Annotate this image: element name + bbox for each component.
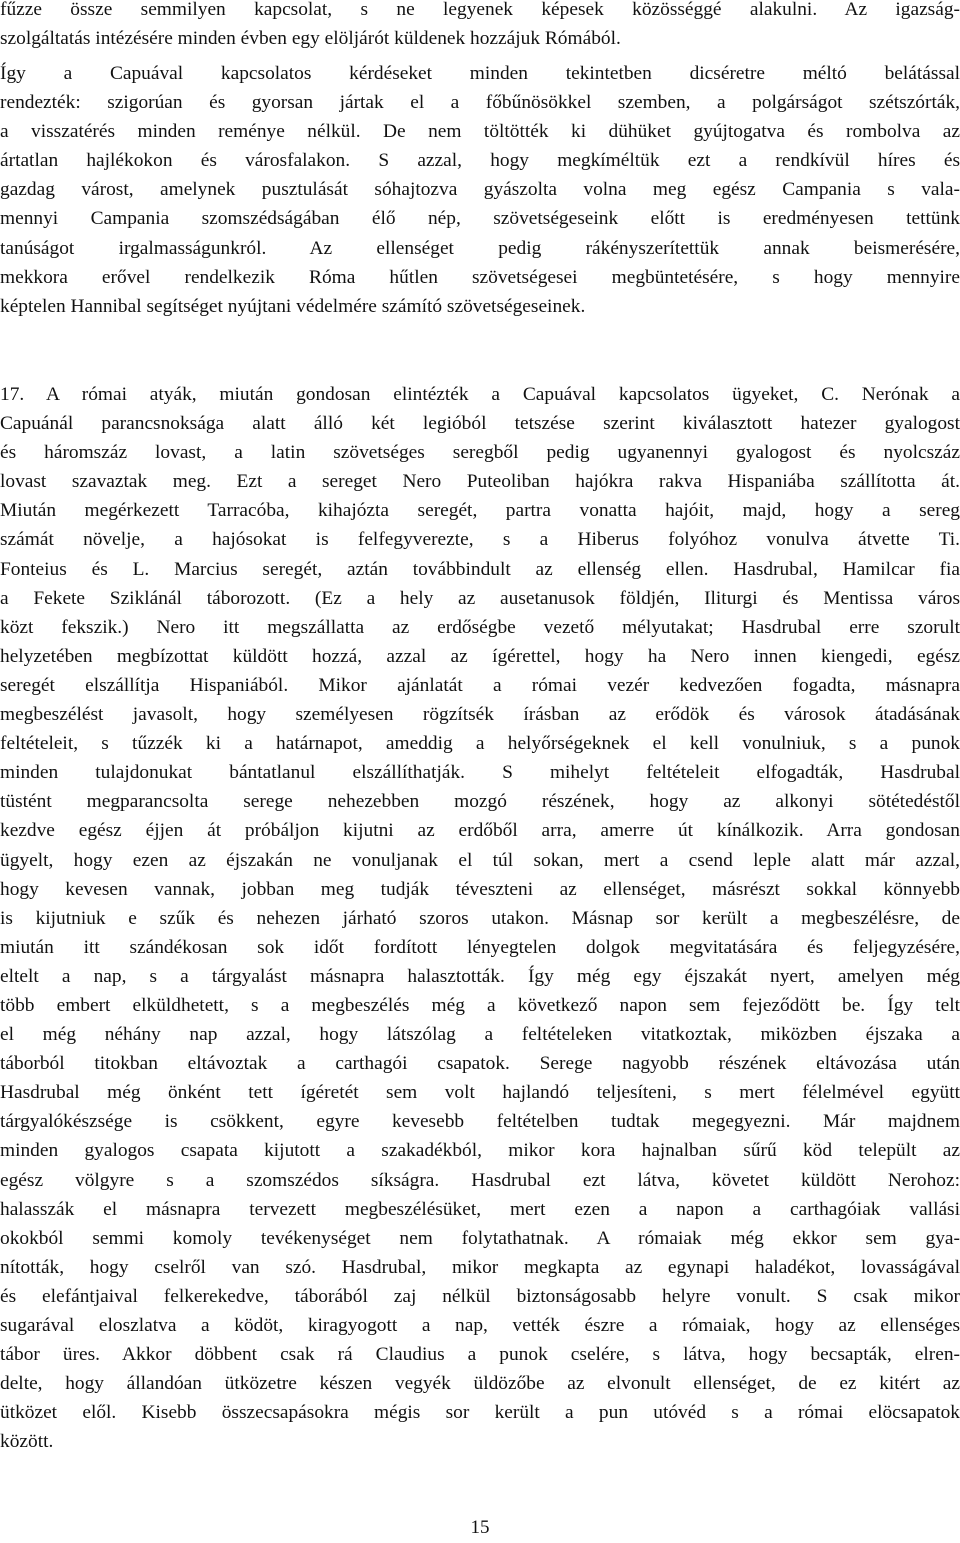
text-line: a visszatérés minden reménye nélkül. De nem töltötték ki dühüket gyújtogatva és rombolva az	[0, 121, 960, 143]
text-line: ügyelt, hogy ezen az éjszakán ne vonuljanak el túl sokan, mert a csend leple alatt már azzal,	[0, 849, 960, 871]
text-line: okokból semmi komoly tevékenységet nem folytathatnak. A rómaiak még ekkor sem gya-	[0, 1227, 960, 1249]
text-line: tábor üres. Akkor döbbent csak rá Claudius a punok cselére, s látva, hogy becsapták, elren-	[0, 1344, 960, 1366]
text-line: el még néhány nap azzal, hogy látszólag a feltételeken vitatkoztak, miközben éjszaka a	[0, 1024, 960, 1046]
text-line: a Fekete Sziklánál táborozott. (Ez a hely az ausetanusok földjén, Iliturgi és Mentissa város	[0, 587, 960, 609]
text-line: Így a Capuával kapcsolatos kérdéseket minden tekintetben dicséretre méltó belátással	[0, 63, 960, 84]
text-line: kezdve egész éjjen át próbáljon kijutni az erdőből arra, amerre út kínálkozik. Arra gondosan	[0, 820, 960, 842]
text-line: megbeszélést javasolt, hogy személyesen rögzítsék írásban az erődök és városok átadásának	[0, 704, 960, 726]
text-line: minden gyalogos csapata kijutott a szakadékból, mikor kora hajnalban sűrű köd települt az	[0, 1140, 960, 1162]
text-line: szolgáltatás intézésére minden évben egy elöljárót küldenek hozzájuk Rómából.	[0, 28, 621, 50]
text-line: minden tulajdonukat bántatlanul elszállíthatják. S mihelyt feltételeit elfogadták, Hasdrubal	[0, 762, 960, 784]
text-line: lovast szavaztak meg. Ezt a sereget Nero Puteoliban hajókra rakva Hispaniába szállította át.	[0, 471, 960, 493]
text-line: tanúságot irgalmasságunkról. Az ellenséget pedig rákényszerítettük annak beismerésére,	[0, 237, 960, 259]
text-line: táborból titokban eltávoztak a carthagói csapatok. Serege nagyobb részének eltávozása után	[0, 1053, 960, 1075]
text-line: több embert elküldhetett, s a megbeszélés még a következő napon sem fejeződött be. Így telt	[0, 994, 960, 1016]
text-line: Hasdrubal még önként tett ígéretét sem volt hajlandó teljesíteni, s mert félelmével együtt	[0, 1082, 960, 1104]
text-line: számát növelje, a hajósokat is felfegyverezte, s a Hiberus folyóhoz vonulva átvette Ti.	[0, 529, 960, 551]
text-line: Fonteius és L. Marcius seregét, aztán továbbindult az ellenség ellen. Hasdrubal, Hamilcar fia	[0, 558, 960, 580]
text-line: Capuánál parancsnoksága alatt álló két legióból tetszése szerint kiválasztott hatezer gyalogost	[0, 413, 960, 435]
text-line: helyzetében megbízottat küldött hozzá, azzal az ígérettel, hogy ha Nero innen kiengedi, egész	[0, 645, 960, 667]
page-number: 15	[470, 1517, 490, 1538]
text-line: ütközet elől. Kisebb összecsapásokra mégis sor került a pun utóvéd s a római elöcsapatok	[0, 1402, 960, 1424]
text-line: fűzze össze semmilyen kapcsolat, s ne legyenek képesek közösséggé alakulni. Az igazság-	[0, 0, 960, 20]
text-line: delte, hogy állandóan ütközetre készen vegyék üldözőbe az elvonult ellenséget, de ez kitért az	[0, 1373, 960, 1395]
text-line: között.	[0, 1431, 54, 1453]
text-line: seregét elszállítja Hispaniából. Mikor ajánlatát a római vezér kedvezően fogadta, másnapra	[0, 674, 960, 696]
text-line: hogy kevesen vannak, jobban meg tudják téveszteni az ellenséget, másrészt sokkal könnyebb	[0, 878, 960, 900]
text-line: és elefántjaival felkerekedve, táborából zaj nélkül biztonságosabb helyre vonult. S csak mikor	[0, 1285, 960, 1307]
text-line: feltételeit, s tűzzék ki a határnapot, ameddig a helyőrségeknek el kell vonulniuk, s a punok	[0, 733, 960, 755]
paragraph-chapter-17	[0, 380, 960, 1456]
text-line: tüstént megparancsolta serege nehezebben mozgó részének, hogy az alkonyi sötétedéstől	[0, 791, 960, 813]
text-line: is kijutniuk e szűk és nehezen járható szoros utakon. Másnap sor került a megbeszélésre, de	[0, 907, 960, 929]
text-line: sugarával eloszlatva a ködöt, kiragyogott a nap, vették észre a rómaiak, hogy az ellenséges	[0, 1315, 960, 1336]
paragraph-continuation	[0, 0, 960, 53]
text-line: Miután megérkezett Tarracóba, kihajózta seregét, partra vonatta hajóit, majd, hogy a sereg	[0, 500, 960, 522]
text-line: mennyi Campania szomszédságában élő nép, szövetségeseink előtt is eredményesen tettünk	[0, 208, 960, 230]
text-line: mekkora erővel rendelkezik Róma hűtlen szövetségesei megbüntetésére, s hogy mennyire	[0, 266, 960, 288]
text-line: közt fekszik.) Nero itt megszállatta az erdőségbe vezető mélyutakat; Hasdrubal erre szorult	[0, 616, 960, 638]
text-line: egész völgyre s a szomszédos síkságra. Hasdrubal ezt látva, követet küldött Nerohoz:	[0, 1169, 960, 1191]
paragraph-capua-settlement	[0, 59, 960, 321]
text-line: gazdag várost, amelynek pusztulását sóhajtozva gyászolta volna meg egész Campania s vala-	[0, 179, 960, 201]
text-line: eltelt a nap, s a tárgyalást másnapra halasztották. Így még egy éjszakát nyert, amelyen még	[0, 965, 960, 987]
text-line: képtelen Hannibal segítséget nyújtani védelmére számító szövetségeseinek.	[0, 295, 586, 317]
text-line: és háromszáz lovast, a latin szövetséges seregből pedig ugyanennyi gyalogost és nyolcszáz	[0, 442, 960, 464]
text-line: miután itt szándékosan sok időt fordított lényegtelen dolgok megvitatására és feljegyzésére,	[0, 936, 960, 958]
text-line: halasszák el másnapra tervezett megbeszélésüket, mert ezen a napon a carthagóiak vallási	[0, 1198, 960, 1220]
text-line: nították, hogy cselről van szó. Hasdrubal, mikor megkapta az egynapi haladékot, lovasságával	[0, 1256, 960, 1278]
text-line: ártatlan hajlékokon és városfalakon. S azzal, hogy megkíméltük ezt a rendkívül híres és	[0, 150, 960, 172]
text-line: rendezték: szigorúan és gyorsan jártak el a főbűnösökkel szemben, a polgárságot szétszórták,	[0, 92, 960, 114]
text-line: tárgyalókészsége is csökkent, egyre kevesebb feltételben tudtak megegyezni. Már majdnem	[0, 1111, 960, 1133]
text-line: 17. A római atyák, miután gondosan elintézték a Capuával kapcsolatos ügyeket, C. Nerónak a	[0, 384, 960, 405]
